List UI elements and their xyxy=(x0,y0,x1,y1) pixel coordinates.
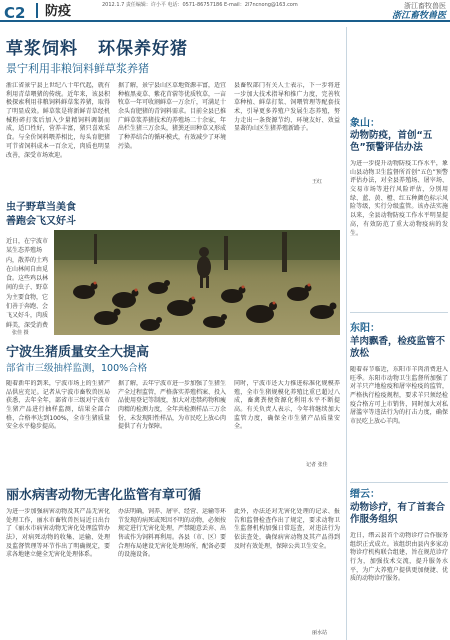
sidebar-headline-dongyang: 羊肉飘香，检疫监管不放松 xyxy=(350,336,446,360)
sidebar-body-dongyang: 随着春节临近，东阳市羊肉消费进入旺季。东阳市动物卫生监督所加强了对羊只产地检疫和屠宰检疫的监管，严格执行检疫规程，要求羊只须经检疫合格方可上市销售，同时加大对私屠滥宰等违法行为的打击力度，确保市民吃上放心羊肉。 xyxy=(350,366,448,426)
issue-meta: 2012.1.7 责任编辑：许小平 电话：0571-86757186 E-mail：2l7ncnong@163.com xyxy=(102,2,298,8)
brand-logo: 浙江畜牧兽医 xyxy=(391,11,446,21)
story2-col-2: 据了解，去年宁波市进一步加强了生猪生产全过程监管，严格落实养殖档案、投入品使用登记等制度，加大对违禁药物和瘦肉精的检测力度，全年共检测样品三万余份，未发现阳性样品，为市民吃上放心肉提供了有力保障。 xyxy=(118,380,226,431)
story3-col-2: 办法明确，饲养、屠宰、经营、运输等环节发现的病死或死因不明的动物，必须按规定进行无害化处理，严禁随意丢弃、出售或作为饲料再利用。各县（市、区）要合理布局建设无害化处理场所，配备必要的设施设备。 xyxy=(118,508,226,559)
masthead xyxy=(0,0,450,22)
story3-headline: 丽水病害动物无害化监管有章可循 xyxy=(6,488,202,503)
section-number: C2 xyxy=(4,4,26,22)
masthead-divider xyxy=(36,3,38,18)
sidebar-divider xyxy=(346,27,347,640)
sidebar-body-xiangshan: 为进一步提升动物防疫工作水平，象山县动物卫生监督所首创“五色”预警评估办法，对全县养殖场、屠宰场、交易市场等进行风险评估，分别用绿、蓝、黄、橙、红五种颜色标示风险等级，实行分级监管。该办法实施以来，全县动物防疫工作水平明显提高，有效防范了重大动物疫病的发生。 xyxy=(350,160,448,237)
photo-credit: 张佳 摄 xyxy=(12,330,29,336)
lead-col-1: 浙江省景宁县上世纪八十年代起，就有利用青草喂猪的传统。近年来，该县积极探索利用非粮饲料鲜草浆养猪，取得了明显成效。鲜草浆是将新鲜青草经机械粉碎打浆后加入少量精饲料调制而成，适口性好，营养丰富，猪只喜欢采食。与全价饲料喂养相比，每头育肥猪可节省饲料成本一百余元，肉质也明显改善，深受市场欢迎。 xyxy=(6,82,110,159)
chickens-photo xyxy=(54,230,340,335)
story2-subhead: 部省市三级抽样监测，100%合格 xyxy=(6,363,148,374)
lead-col-2: 据了解，景宁县山区草地资源丰富，适宜种植黑麦草、紫花苜蓿等优质牧草，一亩牧草一年可收割鲜草一万余斤，可满足十余头育肥猪的青饲料需求。目前全县已推广鲜草浆养猪技术的养殖场二十余家，年出栏生猪三万余头，猪粪还田种草又形成了种养结合的循环模式，有效减少了环境污染。 xyxy=(118,82,226,150)
story3-col-3: 此外，办法还对无害化处理的记录、报告和监督检查作出了规定，要求动物卫生监督机构加强日常巡查，对违法行为依法查处，确保病害动物及其产品得到及时有效处理，保障公共卫生安全。 xyxy=(234,508,340,550)
story3-byline: 丽水站 xyxy=(312,630,328,636)
sidebar-rule xyxy=(350,312,448,313)
photo-caption: 近日，在宁波市某生态养殖场内，散养的土鸡在山林间自由觅食。这些鸡以林间的虫子、野草为主要食物，它们善于奔跑、会飞又好斗，肉质鲜美，深受消费 xyxy=(6,238,49,329)
lead-headline-part-a: 草浆饲料 xyxy=(6,39,78,59)
lead-headline xyxy=(6,37,188,62)
paper-name: 浙江畜牧兽医 xyxy=(404,2,446,10)
lead-byline: 王红 xyxy=(312,179,323,185)
story3-col-1: 为进一步加强病害动物及其产品无害化处理工作，丽水市畜牧兽医局近日出台了《丽水市病害动物无害化处理监管办法》，对病死动物的收集、运输、处理及监督管理等环节作出了明确规定，要求各地建立健全无害化处理体系。 xyxy=(6,508,110,559)
story2-col-3: 同时，宁波市还大力推进标准化规模养殖，全市生猪规模化养殖比重已超过八成，畜禽粪便资源化利用水平不断提高。有关负责人表示，今年将继续加大监管力度，确保全市生猪产品质量安全。 xyxy=(234,380,340,431)
lead-headline-part-b: 环保养好猪 xyxy=(98,39,188,59)
story2-col-1: 随着新年的到来，宁波市场上的生猪产品供应充足。记者从宁波市畜牧兽医局获悉，去年全年，部省市三级对宁波市生猪产品进行抽样监测，结果全部合格，合格率达到100%，全市生猪质量安全水平稳步提高。 xyxy=(6,380,110,431)
photo-headline-line-1: 虫子野草当美食 xyxy=(6,202,76,213)
story2-headline: 宁波生猪质量安全大提高 xyxy=(6,345,150,360)
photo-story-headline xyxy=(6,201,76,228)
lead-col-3: 县畜牧部门有关人士表示，下一步将进一步加大技术指导和推广力度，完善牧草种植、鲜草打浆、饲喂管理等配套技术，引导更多养殖户发展生态养殖，努力走出一条资源节约、环境友好、效益显著的山区生猪养殖新路子。 xyxy=(234,82,340,133)
chickens-photo-illustration xyxy=(54,230,340,335)
sidebar-headline-xiangshan: 动物防疫，首创“五色”预警评估办法 xyxy=(350,130,433,154)
sidebar-region-xiangshan: 象山： xyxy=(350,118,380,129)
sidebar-body-jinyun: 近日，缙云县首个动物诊疗合作服务组织正式成立。该组织由县内多家动物诊疗机构联合组建，旨在规范诊疗行为，加强技术交流，提升服务水平，为广大养殖户提供更加便捷、优质的动物诊疗服务。 xyxy=(350,532,448,583)
sidebar-headline-jinyun: 动物诊疗，有了首套合作服务组织 xyxy=(350,502,446,526)
column-name: 防疫 xyxy=(45,4,72,19)
sidebar-rule xyxy=(350,482,448,483)
sidebar-region-dongyang: 东阳： xyxy=(350,323,380,334)
lead-subhead: 景宁利用非粮饲料鲜草浆养猪 xyxy=(6,62,149,75)
photo-headline-line-2: 善跑会飞又好斗 xyxy=(6,215,76,227)
sidebar-region-jinyun: 缙云： xyxy=(350,489,380,500)
story2-byline: 记者 张佳 xyxy=(306,462,328,468)
